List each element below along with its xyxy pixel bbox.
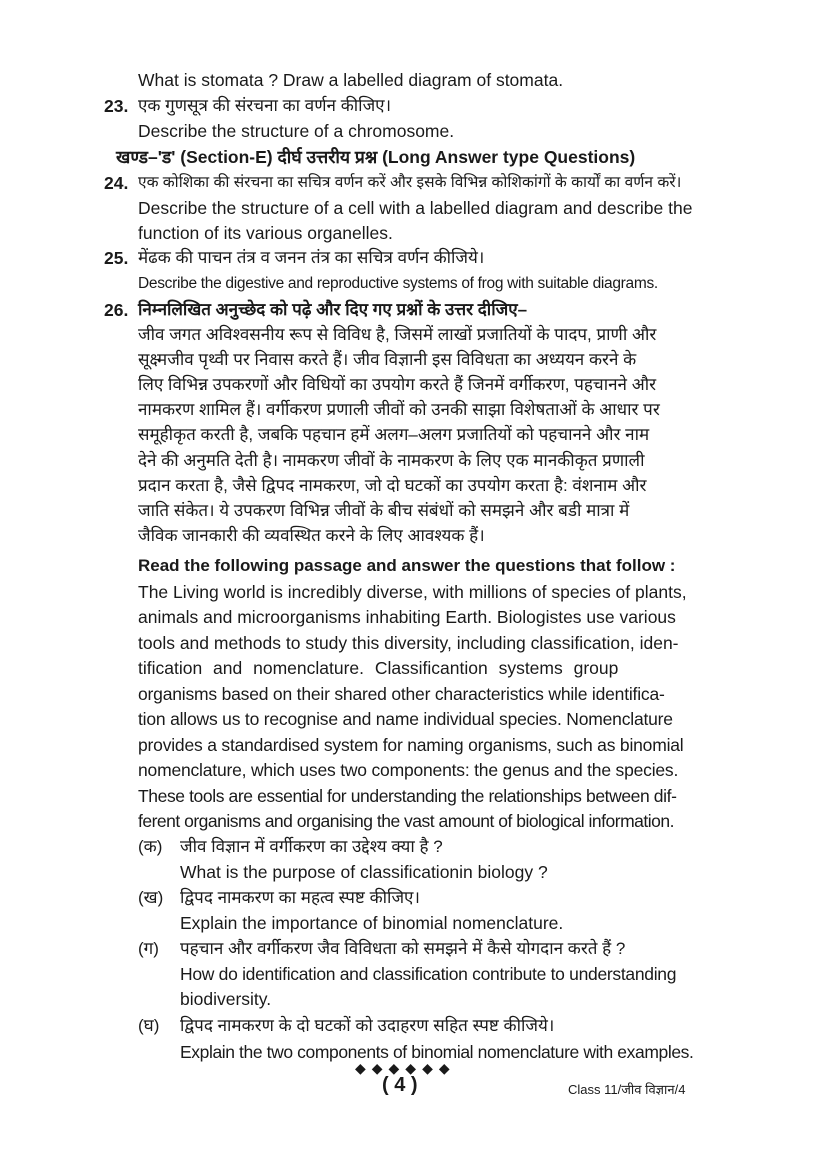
paper-code: Class 11/जीव विज्ञान/4: [568, 1082, 686, 1097]
hindi-passage-line: नामकरण शामिल हैं। वर्गीकरण प्रणाली जीवों को उनकी साझा विशेषताओं के आधार पर: [138, 400, 660, 419]
hindi-passage-line: जाति संकेत। ये उपकरण विभिन्न जीवों के बीच संबंधों को समझने और बडी मात्रा में: [138, 501, 630, 520]
english-passage-line: tification and nomenclature. Classificantion systems group: [138, 658, 619, 678]
sub-question-hindi: पहचान और वर्गीकरण जैव विविधता को समझने में कैसे योगदान करते हैं ?: [180, 939, 626, 958]
q24-number: 24.: [104, 173, 129, 193]
q25-number: 25.: [104, 248, 129, 268]
sub-question-hindi: द्विपद नामकरण का महत्व स्पष्ट कीजिए।: [180, 888, 420, 907]
hindi-passage-line: प्रदान करता है, जैसे द्विपद नामकरण, जो दो घटकों का उपयोग करता है: वंशनाम और: [138, 476, 647, 495]
english-passage-line: animals and microorganisms inhabiting Earth. Biologistes use various: [138, 607, 676, 627]
english-passage-line: ferent organisms and organising the vast amount of biological information.: [138, 811, 674, 831]
sub-question-hindi: द्विपद नामकरण के दो घटकों को उदाहरण सहित स्पष्ट कीजिये।: [180, 1016, 555, 1035]
hindi-passage-line: देने की अनुमति देती है। नामकरण जीवों के नामकरण के लिए एक मानकीकृत प्रणाली: [138, 451, 645, 470]
q24-hindi: एक कोशिका की संरचना का सचित्र वर्णन करें और इसके विभिन्न कोशिकांगों के कार्यों का वर्णन करें।: [138, 174, 682, 191]
q23-english: Describe the structure of a chromosome.: [138, 121, 455, 141]
sub-question-english: How do identification and classification contribute to understanding: [180, 964, 677, 984]
english-passage-line: organisms based on their shared other characteristics while identifica-: [138, 684, 665, 704]
sub-question-english: What is the purpose of classificationin biology ?: [180, 862, 548, 882]
q25-english: Describe the digestive and reproductive systems of frog with suitable diagrams.: [138, 275, 658, 292]
sub-question-label: (ख): [138, 888, 164, 907]
sub-question-label: (घ): [138, 1016, 160, 1035]
q25-hindi: मेंढक की पाचन तंत्र व जनन तंत्र का सचित्र वर्णन कीजिये।: [138, 248, 485, 267]
english-passage-line: tion allows us to recognise and name individual species. Nomenclature: [138, 709, 673, 729]
hindi-passage-line: लिए विभिन्न उपकरणों और विधियों का उपयोग करते हैं जिनमें वर्गीकरण, पहचानने और: [138, 375, 657, 394]
sub-question-label: (ग): [138, 939, 159, 958]
separator-dots: ◆◆◆◆◆◆: [355, 1060, 456, 1076]
q22-english: What is stomata ? Draw a labelled diagram of stomata.: [138, 70, 564, 90]
q26-number: 26.: [104, 300, 129, 320]
sub-question-label: (क): [138, 837, 163, 856]
hindi-passage-line: जैविक जानकारी की व्यवस्थित करने के लिए आवश्यक हैं।: [138, 526, 485, 545]
q24-english-1: Describe the structure of a cell with a labelled diagram and describe the: [138, 198, 693, 218]
sub-question-hindi: जीव विज्ञान में वर्गीकरण का उद्देश्य क्या है ?: [180, 837, 443, 856]
english-passage-line: provides a standardised system for naming organisms, such as binomial: [138, 735, 684, 755]
q23-number: 23.: [104, 96, 129, 116]
sub-question-english: biodiversity.: [180, 989, 272, 1009]
english-passage-line: These tools are essential for understanding the relationships between dif-: [138, 786, 677, 806]
q23-hindi: एक गुणसूत्र की संरचना का वर्णन कीजिए।: [138, 96, 392, 115]
q26-english-instruction: Read the following passage and answer the questions that follow :: [138, 556, 676, 575]
english-passage-line: nomenclature, which uses two components: the genus and the species.: [138, 760, 679, 780]
sub-question-english: Explain the two components of binomial nomenclature with examples.: [180, 1042, 694, 1062]
hindi-passage-line: सूक्ष्मजीव पृथ्वी पर निवास करते हैं। जीव विज्ञानी इस विविधता का अध्ययन करने के: [138, 350, 637, 369]
english-passage-line: The Living world is incredibly diverse, with millions of species of plants,: [138, 582, 687, 602]
q24-english-2: function of its various organelles.: [138, 223, 393, 243]
hindi-passage-line: जीव जगत अविश्वसनीय रूप से विविध है, जिसमें लाखों प्रजातियों के पादप, प्राणी और: [138, 325, 657, 344]
sub-question-english: Explain the importance of binomial nomenclature.: [180, 913, 564, 933]
q26-hindi-instruction: निम्नलिखित अनुच्छेद को पढ़े और दिए गए प्रश्नों के उत्तर दीजिए–: [138, 300, 528, 319]
english-passage-line: tools and methods to study this diversity, including classification, iden-: [138, 633, 679, 653]
hindi-passage-line: समूहीकृत करती है, जबकि पहचान हमें अलग–अलग प्रजातियों को पहचानने और नाम: [138, 425, 650, 444]
section-heading: खण्ड–'ड' (Section-E) दीर्घ उत्तरीय प्रश्न (Long Answer type Questions): [116, 147, 636, 167]
page-number: ( 4 ): [382, 1074, 418, 1096]
